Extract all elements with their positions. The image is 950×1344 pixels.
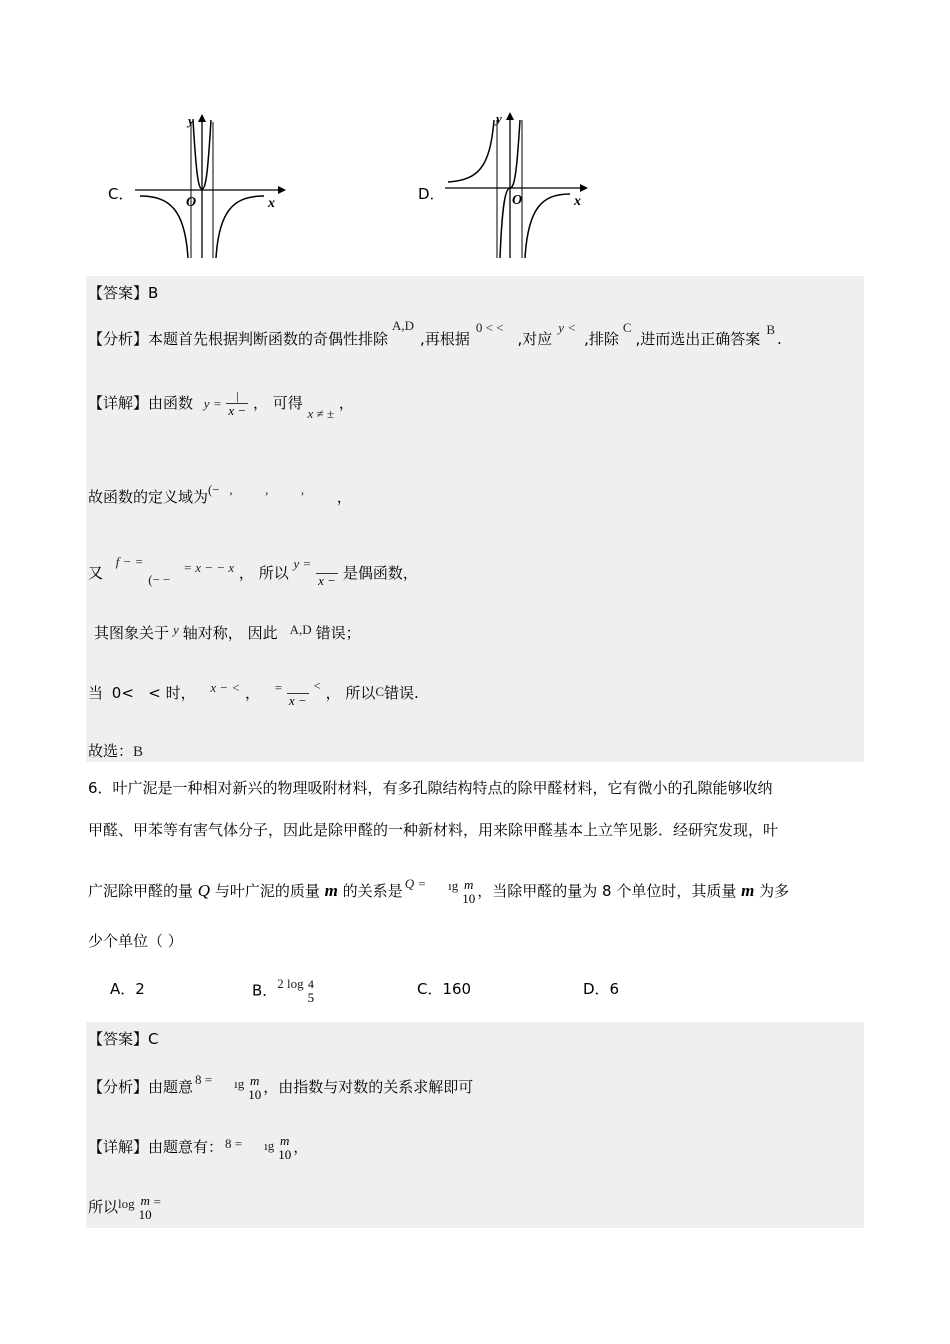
q5-detail-math-y: y = [203,396,222,412]
q5-domain-end: ， [336,488,352,506]
q5-when-prefix: 当 [88,684,104,703]
q5-analysis-math-y: y < [558,320,577,335]
q5-analysis-math-range: 0 < < [475,320,504,335]
q5-also-text2: ， 所以 [238,564,289,583]
graph-d-x-arrow [580,184,588,192]
q6-analysis-log: ıg [234,1076,245,1092]
q5-analysis-end: . [776,330,782,348]
q5-answer: 【答案】B [88,284,159,302]
q6-var-m: m [324,881,338,901]
graph-c-y-arrow [198,114,206,122]
q6-detail-end: ， [293,1138,309,1157]
q5-analysis-text5: ,进而选出正确答案 [635,330,761,348]
graph-c [130,110,290,260]
q5-choose-val: B [133,744,144,760]
q5-domain-prefix: 故函数的定义域为 [88,488,209,506]
graph-d [440,108,600,260]
option-c-label: C． [108,185,134,203]
q6-detail-math-8: 8 = [225,1136,243,1152]
q5-when-math2: = [274,680,283,696]
q5-also-math-y: y = [293,556,312,572]
q6-option-c[interactable]: C．160 [417,980,472,998]
q5-when [88,680,419,707]
q6-option-b-fraction: 4 5 [307,977,315,1005]
q5-sym-text1: 其图象关于 [94,624,170,642]
q6-line-3 [88,878,789,905]
graph-d-curve-left [448,120,494,182]
q5-domain [88,482,352,507]
q5-even-check [88,554,418,588]
q6-detail-fraction: m 10 [278,1133,292,1162]
q5-when-end: 错误. [384,684,419,703]
q6-detail [88,1134,308,1161]
q6-so-log: log [118,1196,135,1212]
q6-answer: 【答案】C [88,1030,159,1048]
q5-when-cond: 0< < [111,684,161,703]
graph-c-y-label: y [188,113,194,128]
q5-when-fraction: x − [288,692,307,708]
graph-d-y-label: y [496,111,502,126]
q6-detail-log: ıg [264,1138,275,1154]
q5-sym-text3: 错误； [315,624,361,642]
q5-choose-prefix: 故选： [88,742,134,760]
q5-also-prefix: 又 [88,564,104,583]
q6-line3-d: ，当除甲醛的量为 8 个单位时，其质量 [477,882,737,901]
q6-line3-c: 的关系是 [342,882,403,901]
q6-line-2: 甲醛、甲苯等有害气体分子，因此是除甲醛的一种新材料，用来除甲醛基本上立竿见影．经研究发现，叶 [88,821,779,839]
q6-analysis [88,1074,473,1101]
q5-sym-math-ad: A,D [289,622,312,637]
q6-analysis-math-8: 8 = [195,1072,213,1088]
graph-c-x-label: x [268,196,275,211]
q6-so-fraction: m 10 [138,1193,152,1222]
q6-line3-e: 为多 [759,882,790,901]
q6-option-d[interactable]: D．6 [583,980,620,998]
q6-so-prefix: 所以 [88,1198,119,1217]
q6-detail-prefix: 【详解】由题意有： [88,1138,224,1157]
q5-when-math3: < [313,678,321,694]
q6-option-a[interactable]: A．2 [110,980,145,998]
q6-option-b[interactable] [252,975,316,1005]
q5-detail [88,389,354,422]
q6-analysis-text: ，由指数与对数的关系求解即可 [263,1078,474,1097]
q6-line-4: 少个单位（ ） [88,932,183,950]
q5-also-math-f: f − = [115,554,144,570]
q5-when-math-c: C [375,684,385,700]
q5-also-fraction: x − [316,560,338,587]
q6-analysis-fraction: m 10 [248,1073,262,1102]
q6-line3-a: 广泥除甲醛的量 [88,882,194,901]
q6-option-b-label: B． [252,981,278,1000]
q5-analysis-text2: ,再根据 [420,330,470,348]
q6-line-1: 6．叶广泥是一种相对新兴的物理吸附材料，有多孔隙结构特点的除甲醛材料，它有微小的孔隙能够收纳 [88,779,773,797]
q5-analysis-math-b: B [766,322,775,337]
graph-d-y-arrow [506,112,514,120]
q5-analysis-math-ad: A,D [392,318,415,333]
q6-var-q: Q [197,881,211,901]
graph-c-curve-right [216,196,264,258]
q6-formula-log: ıg [448,878,459,894]
graph-d-curve-right [525,194,570,258]
q6-so-end: = [153,1194,161,1210]
q5-when-math1: x − < [210,680,241,696]
graph-c-origin-label: O [186,195,197,210]
q5-detail-math-x: x ≠ ± [307,406,335,422]
q5-analysis-text3: ,对应 [517,330,553,348]
q5-when-text4: ， 所以 [325,684,376,703]
q5-detail-end: ， [338,394,354,413]
q5-also-math-eq: = x − − x [183,560,235,576]
q5-analysis-prefix: 【分析】本题首先根据判断函数的奇偶性排除 [88,330,389,348]
q5-detail-prefix: 【详解】由函数 [88,394,194,413]
q6-analysis-prefix: 【分析】由题意 [88,1078,194,1097]
q5-sym-text2: 轴对称， 因此 [182,624,278,642]
q6-formula-q: Q = [404,876,427,892]
q5-domain-math: (− , , , [208,482,337,497]
q5-analysis [88,318,782,349]
q5-detail-fraction: $\frac{|}{x -}$ [228,389,247,418]
q5-also-math-paren: (− − [148,572,171,588]
graph-c-x-arrow [278,186,286,194]
graph-c-curve-left [140,196,188,258]
q5-symmetry [94,622,361,643]
q5-choose [88,740,143,761]
q6-line3-b: 与叶广泥的质量 [214,882,320,901]
q5-when-text3: ， [244,684,260,703]
graph-d-x-label: x [574,194,581,209]
q6-var-m-2: m [741,881,755,901]
q5-analysis-math-c: C [622,320,632,335]
q6-option-b-math: 2 log [277,975,304,991]
q6-solution-block [86,1022,864,1228]
q6-so [88,1194,161,1221]
q5-when-text2: 时， [165,684,196,703]
q5-analysis-text4: ,排除 [584,330,619,348]
q5-detail-text2: ， 可得 [252,394,303,413]
graph-d-origin-label: O [512,193,523,208]
q5-also-end: 是偶函数， [342,564,418,583]
q5-sym-math-y: y [173,622,179,637]
option-d-label: D． [418,185,445,203]
q6-formula-fraction: m 10 [462,877,476,906]
